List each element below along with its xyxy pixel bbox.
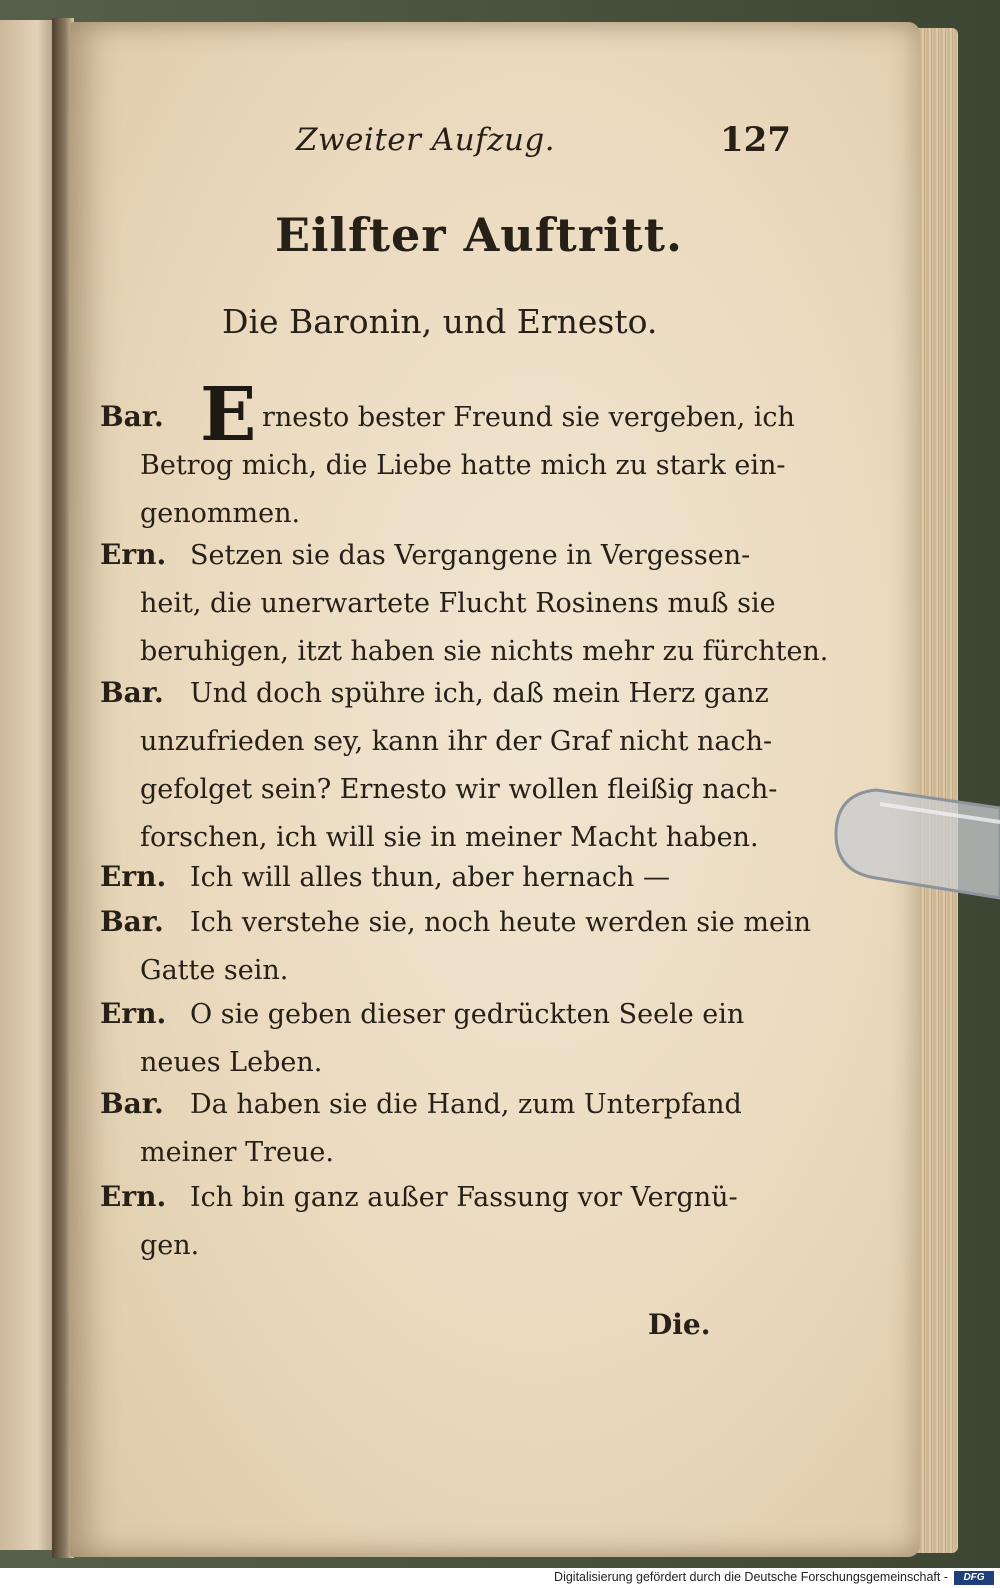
page-clip-icon	[828, 780, 1000, 910]
dialogue-line: neues Leben.	[140, 1047, 323, 1078]
dialogue-line: Da haben sie die Hand, zum Unterpfand	[190, 1089, 742, 1120]
footer-credit: Digitalisierung gefördert durch die Deutsche Forschungsgemeinschaft -	[554, 1570, 948, 1584]
dialogue-line: beruhigen, itzt haben sie nichts mehr zu fürchten.	[140, 636, 829, 667]
dialogue-line: forschen, ich will sie in meiner Macht haben.	[140, 822, 759, 853]
dialogue-line: Ich will alles thun, aber hernach —	[190, 862, 671, 893]
footer-bar	[0, 1568, 1000, 1588]
dialogue-line: O sie geben dieser gedrückten Seele ein	[190, 999, 745, 1030]
drop-cap: E	[200, 372, 257, 458]
speaker-label: Bar.	[100, 676, 164, 709]
dialogue-line: gen.	[140, 1230, 200, 1261]
speaker-label: Ern.	[100, 1180, 167, 1213]
dialogue-line: Ich bin ganz außer Fassung vor Vergnü-	[190, 1182, 738, 1213]
dialogue-line: meiner Treue.	[140, 1137, 334, 1168]
dialogue-line: Und doch spühre ich, daß mein Herz ganz	[190, 678, 769, 709]
dialogue-line: genommen.	[140, 498, 301, 529]
speaker-label: Bar.	[100, 400, 164, 433]
dialogue-line: unzufrieden sey, kann ihr der Graf nicht nach-	[140, 726, 773, 757]
page-number: 127	[720, 120, 791, 160]
dialogue-line: Gatte sein.	[140, 955, 289, 986]
characters-line: Die Baronin, und Ernesto.	[222, 302, 658, 341]
dialogue-line: rnesto bester Freund sie vergeben, ich	[262, 402, 795, 433]
dialogue-line: Ich verstehe sie, noch heute werden sie mein	[190, 907, 811, 938]
catchword: Die.	[648, 1308, 711, 1341]
dialogue-line: gefolget sein? Ernesto wir wollen fleißig nach-	[140, 774, 778, 805]
dialogue-line: heit, die unerwartete Flucht Rosinens muß sie	[140, 588, 776, 619]
speaker-label: Ern.	[100, 860, 167, 893]
speaker-label: Ern.	[100, 997, 167, 1030]
dialogue-line: Setzen sie das Vergangene in Vergessen-	[190, 540, 751, 571]
speaker-label: Ern.	[100, 538, 167, 571]
speaker-label: Bar.	[100, 905, 164, 938]
dialogue-line: Betrog mich, die Liebe hatte mich zu stark ein-	[140, 450, 786, 481]
dfg-logo: DFG	[954, 1571, 994, 1585]
speaker-label: Bar.	[100, 1087, 164, 1120]
running-head: Zweiter Aufzug.	[296, 122, 556, 158]
scene-title: Eilfter Auftritt.	[275, 208, 683, 262]
